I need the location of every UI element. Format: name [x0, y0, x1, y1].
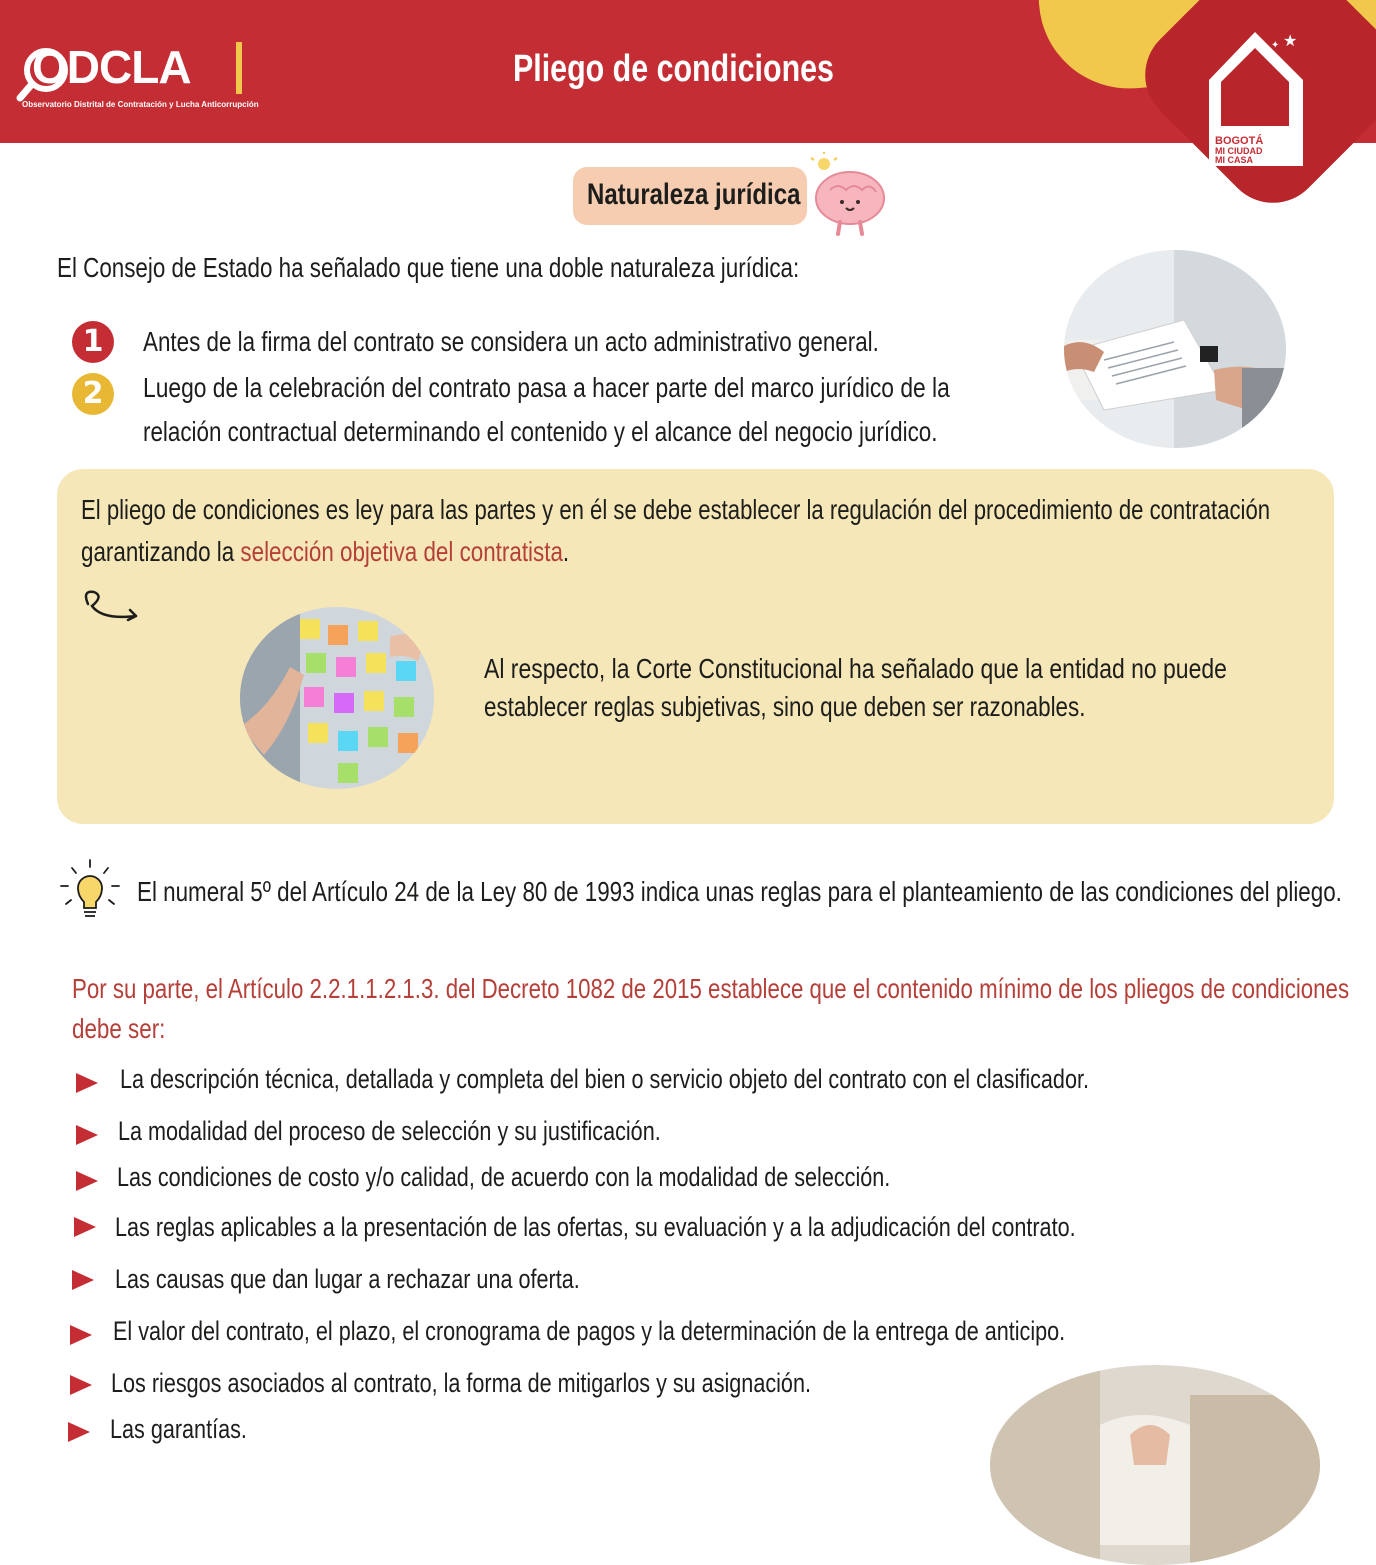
item-2-text-line2: relación contractual determinando el contenido y el alcance del negocio jurídico.	[143, 416, 938, 447]
court-note-line-1: Al respecto, la Corte Constitucional ha señalado que la entidad no puede	[484, 653, 1227, 684]
lightbulb-icon	[58, 858, 122, 922]
highlight-line-2-prefix: garantizando la	[81, 536, 241, 567]
number-badge-1: 1	[72, 321, 114, 363]
squiggle-arrow-icon	[80, 584, 142, 628]
chevron-right-icon	[70, 1325, 92, 1345]
highlight-line-1: El pliego de condiciones es ley para las partes y en él se debe establecer la regulación del procedimiento de contratación	[81, 494, 1271, 525]
document-handoff-photo	[1064, 250, 1286, 448]
badge-line-1: BOGOTÁ	[1215, 135, 1264, 147]
objective-selection-highlight: selección objetiva del contratista	[240, 536, 563, 567]
page-title: Pliego de condiciones	[513, 48, 834, 90]
odcla-logo	[22, 40, 259, 110]
number-badge-2: 2	[72, 373, 114, 415]
svg-text:✦: ✦	[1271, 40, 1280, 51]
section-label	[573, 167, 807, 225]
chevron-right-icon	[72, 1270, 94, 1290]
chevron-right-icon	[76, 1073, 98, 1093]
sticky-notes-photo	[240, 607, 434, 789]
svg-text:★: ★	[1283, 31, 1298, 50]
logo-subtitle: Observatorio Distrital de Contratación y Lucha Anticorrupción	[22, 100, 259, 109]
court-note-line-2: establecer reglas subjetivas, sino que deben ser razonables.	[484, 691, 1086, 722]
logo-text: ODCLA	[32, 41, 191, 93]
numeral-note-text: El numeral 5º del Artículo 24 de la Ley 80 de 1993 indica unas reglas para el planteamiento de las condiciones del pliego.	[137, 876, 1342, 907]
decree-line-2: debe ser:	[72, 1013, 166, 1044]
section-label-text: Naturaleza jurídica	[587, 178, 801, 211]
item-2-text-line1: Luego de la celebración del contrato pasa a hacer parte del marco jurídico de la	[143, 372, 950, 403]
chevron-right-icon	[74, 1217, 96, 1237]
brain-mascot-icon	[808, 152, 888, 236]
highlight-line-2-suffix: .	[562, 536, 570, 567]
highlight-box-text	[81, 489, 1376, 573]
decree-line-1: Por su parte, el Artículo 2.2.1.1.2.1.3. del Decreto 1082 de 2015 establece que el contenido mínimo de los pliegos de condiciones	[72, 973, 1350, 1004]
chevron-right-icon	[68, 1422, 90, 1442]
court-note-text	[484, 650, 1376, 726]
chevron-right-icon	[70, 1375, 92, 1395]
house-badge-icon	[1205, 30, 1305, 168]
highlight-box	[57, 469, 1334, 824]
decree-text	[72, 969, 1376, 1049]
item-1-text: Antes de la firma del contrato se considera un acto administrativo general.	[143, 326, 879, 357]
badge-line-3: MI CASA	[1215, 155, 1253, 165]
hands-photo	[990, 1365, 1320, 1565]
logo-divider	[236, 42, 242, 94]
badge-line-2: MI CIUDAD	[1215, 146, 1263, 156]
chevron-right-icon	[76, 1125, 98, 1145]
intro-text: El Consejo de Estado ha señalado que tiene una doble naturaleza jurídica:	[57, 252, 800, 283]
chevron-right-icon	[76, 1171, 98, 1191]
